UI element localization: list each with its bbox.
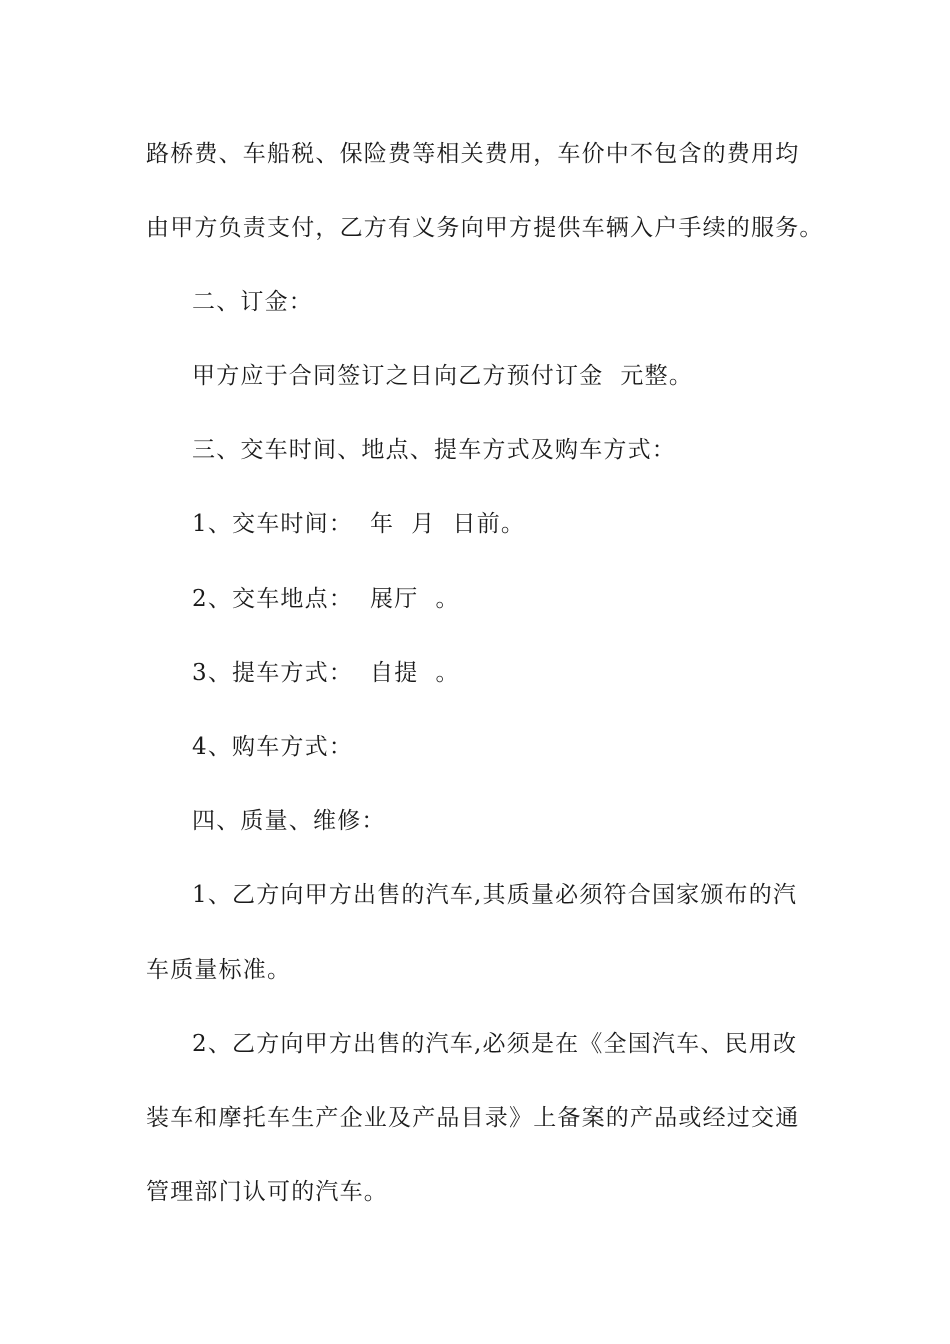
quality-clause-2-line-1: 2、乙方向甲方出售的汽车,必须是在《全国汽车、民用改	[192, 1031, 798, 1057]
delivery-time-item: 1、交车时间： 年 月 日前。	[192, 511, 526, 537]
section-heading-deposit: 二、订金：	[192, 289, 313, 315]
purchase-method-item: 4、购车方式：	[192, 734, 354, 760]
delivery-location-item: 2、交车地点： 展厅 。	[192, 586, 460, 612]
quality-clause-1-line-1: 1、乙方向甲方出售的汽车,其质量必须符合国家颁布的汽	[192, 882, 798, 908]
section-heading-quality: 四、质量、维修：	[192, 808, 386, 834]
paragraph-line-1: 路桥费、车船税、保险费等相关费用，车价中不包含的费用均	[146, 141, 800, 167]
section-heading-delivery: 三、交车时间、地点、提车方式及购车方式：	[192, 437, 676, 463]
paragraph-line-2: 由甲方负责支付，乙方有义务向甲方提供车辆入户手续的服务。	[146, 215, 824, 241]
deposit-clause: 甲方应于合同签订之日向乙方预付订金 元整。	[192, 363, 694, 389]
quality-clause-1-line-2: 车质量标准。	[146, 957, 292, 983]
quality-clause-2-line-2: 装车和摩托车生产企业及产品目录》上备案的产品或经过交通	[146, 1105, 800, 1131]
quality-clause-2-line-3: 管理部门认可的汽车。	[146, 1179, 388, 1205]
pickup-method-item: 3、提车方式： 自提 。	[192, 660, 460, 686]
